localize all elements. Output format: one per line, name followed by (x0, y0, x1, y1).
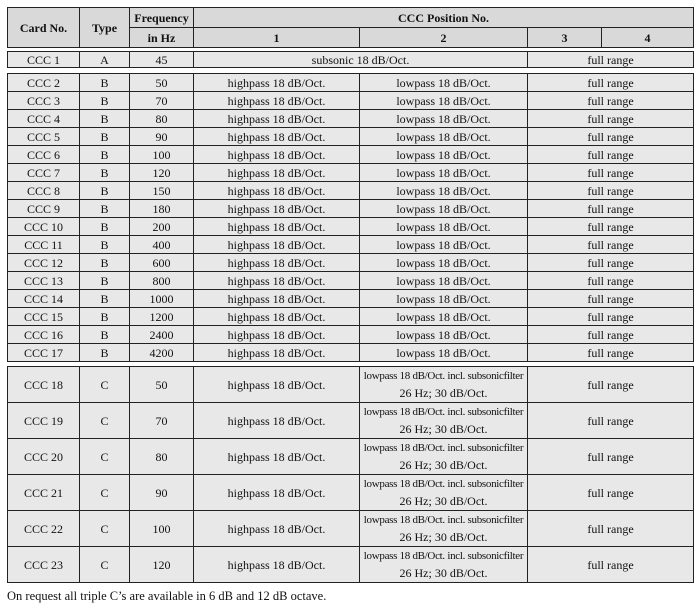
position-2-cell: lowpass 18 dB/Oct. (360, 326, 528, 344)
position-3-4-cell: full range (528, 344, 694, 362)
frequency-cell: 150 (130, 182, 194, 200)
subsonic-spec-line: 26 Hz; 30 dB/Oct. (399, 421, 488, 436)
lowpass-subsonic-line: lowpass 18 dB/Oct. incl. subsonicfilter (363, 513, 524, 526)
position-3-4-cell: full range (528, 511, 694, 547)
position-3-4-cell: full range (528, 475, 694, 511)
table-row (8, 74, 694, 92)
table-row (8, 254, 694, 272)
position-3-4-cell: full range (528, 236, 694, 254)
table-row (8, 290, 694, 308)
position-1-cell: highpass 18 dB/Oct. (194, 511, 360, 547)
table-row (8, 92, 694, 110)
type-cell: C (80, 403, 130, 439)
frequency-cell: 90 (130, 475, 194, 511)
type-cell: B (80, 128, 130, 146)
type-cell: B (80, 146, 130, 164)
type-cell: B (80, 110, 130, 128)
type-cell: B (80, 182, 130, 200)
position-3-4-cell: full range (528, 128, 694, 146)
frequency-cell: 800 (130, 272, 194, 290)
position-1-cell: highpass 18 dB/Oct. (194, 344, 360, 362)
type-cell: B (80, 74, 130, 92)
card-no-header: Card No. (8, 8, 80, 48)
card-no-cell: CCC 6 (8, 146, 80, 164)
position-1-cell: highpass 18 dB/Oct. (194, 146, 360, 164)
position-2-cell: lowpass 18 dB/Oct. (360, 74, 528, 92)
position-3-4-cell: full range (528, 52, 694, 68)
lowpass-subsonic-line: lowpass 18 dB/Oct. incl. subsonicfilter (363, 369, 524, 382)
position-1-cell: highpass 18 dB/Oct. (194, 74, 360, 92)
position-3-4-cell: full range (528, 308, 694, 326)
subsonic-spec-line: 26 Hz; 30 dB/Oct. (399, 493, 488, 508)
lowpass-subsonic-line: lowpass 18 dB/Oct. incl. subsonicfilter (363, 405, 524, 418)
type-header: Type (80, 8, 130, 48)
type-b-table (7, 73, 694, 362)
position-2-cell: lowpass 18 dB/Oct. (360, 110, 528, 128)
card-no-cell: CCC 20 (8, 439, 80, 475)
type-cell: B (80, 344, 130, 362)
table-row (8, 110, 694, 128)
position-3-4-cell: full range (528, 164, 694, 182)
position-1-cell: highpass 18 dB/Oct. (194, 290, 360, 308)
card-no-cell: CCC 5 (8, 128, 80, 146)
position-2-cell (360, 475, 528, 511)
position-2-cell: lowpass 18 dB/Oct. (360, 236, 528, 254)
card-no-cell: CCC 17 (8, 344, 80, 362)
lowpass-subsonic-line: lowpass 18 dB/Oct. incl. subsonicfilter (363, 441, 524, 454)
position-2-cell (360, 403, 528, 439)
frequency-cell: 1000 (130, 290, 194, 308)
card-no-cell: CCC 16 (8, 326, 80, 344)
position-3-4-cell: full range (528, 547, 694, 583)
position-2-cell (360, 439, 528, 475)
position-3-header: 3 (528, 28, 602, 48)
card-no-cell: CCC 10 (8, 218, 80, 236)
position-1-cell: highpass 18 dB/Oct. (194, 182, 360, 200)
position-1-cell: highpass 18 dB/Oct. (194, 254, 360, 272)
type-cell: B (80, 290, 130, 308)
position-2-cell (360, 511, 528, 547)
type-cell: B (80, 254, 130, 272)
frequency-cell: 120 (130, 164, 194, 182)
card-no-cell: CCC 9 (8, 200, 80, 218)
position-1-cell: highpass 18 dB/Oct. (194, 218, 360, 236)
position-3-4-cell: full range (528, 182, 694, 200)
position-4-header: 4 (602, 28, 694, 48)
subsonic-spec-line: 26 Hz; 30 dB/Oct. (399, 529, 488, 544)
card-no-cell: CCC 15 (8, 308, 80, 326)
position-2-cell (360, 547, 528, 583)
card-no-cell: CCC 13 (8, 272, 80, 290)
position-2-cell: lowpass 18 dB/Oct. (360, 128, 528, 146)
frequency-cell: 50 (130, 367, 194, 403)
frequency-cell: 200 (130, 218, 194, 236)
table-row (8, 236, 694, 254)
lowpass-subsonic-line: lowpass 18 dB/Oct. incl. subsonicfilter (363, 477, 524, 490)
position-3-4-cell: full range (528, 218, 694, 236)
card-no-cell: CCC 7 (8, 164, 80, 182)
frequency-cell: 4200 (130, 344, 194, 362)
table-row (8, 182, 694, 200)
card-no-cell: CCC 11 (8, 236, 80, 254)
type-cell: C (80, 439, 130, 475)
frequency-cell: 180 (130, 200, 194, 218)
position-3-4-cell: full range (528, 326, 694, 344)
frequency-cell: 120 (130, 547, 194, 583)
subsonic-spec-line: 26 Hz; 30 dB/Oct. (399, 565, 488, 580)
ccc-position-header: CCC Position No. (194, 8, 694, 28)
frequency-cell: 100 (130, 511, 194, 547)
position-1-cell: highpass 18 dB/Oct. (194, 403, 360, 439)
table-row (8, 344, 694, 362)
frequency-unit-header: in Hz (130, 28, 194, 48)
position-2-cell: lowpass 18 dB/Oct. (360, 164, 528, 182)
type-cell: B (80, 200, 130, 218)
table-row (8, 439, 694, 475)
position-3-4-cell: full range (528, 403, 694, 439)
position-2-cell: lowpass 18 dB/Oct. (360, 92, 528, 110)
position-2-cell: lowpass 18 dB/Oct. (360, 308, 528, 326)
frequency-cell: 100 (130, 146, 194, 164)
type-cell: A (80, 52, 130, 68)
position-2-cell: lowpass 18 dB/Oct. (360, 272, 528, 290)
type-c-table (7, 366, 694, 583)
table-row (8, 367, 694, 403)
frequency-cell: 80 (130, 439, 194, 475)
lowpass-subsonic-line: lowpass 18 dB/Oct. incl. subsonicfilter (363, 549, 524, 562)
position-1-cell: highpass 18 dB/Oct. (194, 439, 360, 475)
type-cell: B (80, 164, 130, 182)
position-1-cell: highpass 18 dB/Oct. (194, 164, 360, 182)
table-row (8, 52, 694, 68)
position-1-cell: highpass 18 dB/Oct. (194, 308, 360, 326)
frequency-cell: 600 (130, 254, 194, 272)
card-no-cell: CCC 22 (8, 511, 80, 547)
table-row (8, 547, 694, 583)
card-no-cell: CCC 12 (8, 254, 80, 272)
position-1-cell: highpass 18 dB/Oct. (194, 110, 360, 128)
card-no-cell: CCC 1 (8, 52, 80, 68)
table-row (8, 475, 694, 511)
position-2-cell: lowpass 18 dB/Oct. (360, 146, 528, 164)
position-1-cell: highpass 18 dB/Oct. (194, 92, 360, 110)
type-a-table (7, 51, 694, 68)
position-2-header: 2 (360, 28, 528, 48)
type-cell: B (80, 236, 130, 254)
position-1-cell: highpass 18 dB/Oct. (194, 200, 360, 218)
position-1-cell: highpass 18 dB/Oct. (194, 272, 360, 290)
card-no-cell: CCC 8 (8, 182, 80, 200)
position-1-cell: highpass 18 dB/Oct. (194, 236, 360, 254)
table-row (8, 511, 694, 547)
position-1-2-cell: subsonic 18 dB/Oct. (194, 52, 528, 68)
type-cell: C (80, 367, 130, 403)
position-3-4-cell: full range (528, 200, 694, 218)
position-2-cell: lowpass 18 dB/Oct. (360, 290, 528, 308)
table-row (8, 308, 694, 326)
card-no-cell: CCC 23 (8, 547, 80, 583)
frequency-cell: 2400 (130, 326, 194, 344)
position-3-4-cell: full range (528, 146, 694, 164)
card-no-cell: CCC 18 (8, 367, 80, 403)
position-3-4-cell: full range (528, 254, 694, 272)
position-3-4-cell: full range (528, 290, 694, 308)
position-1-cell: highpass 18 dB/Oct. (194, 547, 360, 583)
position-1-cell: highpass 18 dB/Oct. (194, 128, 360, 146)
card-no-cell: CCC 19 (8, 403, 80, 439)
table-row (8, 128, 694, 146)
position-1-cell: highpass 18 dB/Oct. (194, 367, 360, 403)
subsonic-spec-line: 26 Hz; 30 dB/Oct. (399, 385, 488, 400)
card-no-cell: CCC 21 (8, 475, 80, 511)
type-cell: B (80, 308, 130, 326)
position-2-cell: lowpass 18 dB/Oct. (360, 254, 528, 272)
card-no-cell: CCC 4 (8, 110, 80, 128)
position-2-cell: lowpass 18 dB/Oct. (360, 344, 528, 362)
position-2-cell (360, 367, 528, 403)
card-no-cell: CCC 3 (8, 92, 80, 110)
frequency-cell: 70 (130, 92, 194, 110)
header-table (7, 7, 694, 48)
position-3-4-cell: full range (528, 367, 694, 403)
table-row (8, 218, 694, 236)
card-no-cell: CCC 14 (8, 290, 80, 308)
position-3-4-cell: full range (528, 439, 694, 475)
position-3-4-cell: full range (528, 272, 694, 290)
type-cell: C (80, 475, 130, 511)
type-cell: C (80, 547, 130, 583)
position-2-cell: lowpass 18 dB/Oct. (360, 218, 528, 236)
table-row (8, 326, 694, 344)
type-cell: B (80, 326, 130, 344)
frequency-cell: 80 (130, 110, 194, 128)
position-3-4-cell: full range (528, 110, 694, 128)
position-1-cell: highpass 18 dB/Oct. (194, 326, 360, 344)
type-cell: C (80, 511, 130, 547)
frequency-cell: 400 (130, 236, 194, 254)
frequency-cell: 45 (130, 52, 194, 68)
position-1-cell: highpass 18 dB/Oct. (194, 475, 360, 511)
table-row (8, 164, 694, 182)
table-row (8, 403, 694, 439)
position-3-4-cell: full range (528, 74, 694, 92)
card-no-cell: CCC 2 (8, 74, 80, 92)
subsonic-spec-line: 26 Hz; 30 dB/Oct. (399, 457, 488, 472)
frequency-cell: 50 (130, 74, 194, 92)
position-2-cell: lowpass 18 dB/Oct. (360, 182, 528, 200)
type-cell: B (80, 92, 130, 110)
position-2-cell: lowpass 18 dB/Oct. (360, 200, 528, 218)
frequency-cell: 1200 (130, 308, 194, 326)
position-1-header: 1 (194, 28, 360, 48)
position-3-4-cell: full range (528, 92, 694, 110)
frequency-cell: 70 (130, 403, 194, 439)
table-row (8, 200, 694, 218)
table-row (8, 146, 694, 164)
frequency-header: Frequency (130, 8, 194, 28)
footnote: On request all triple C’s are available in 6 dB and 12 dB octave. (7, 589, 327, 603)
frequency-cell: 90 (130, 128, 194, 146)
table-row (8, 272, 694, 290)
type-cell: B (80, 218, 130, 236)
type-cell: B (80, 272, 130, 290)
